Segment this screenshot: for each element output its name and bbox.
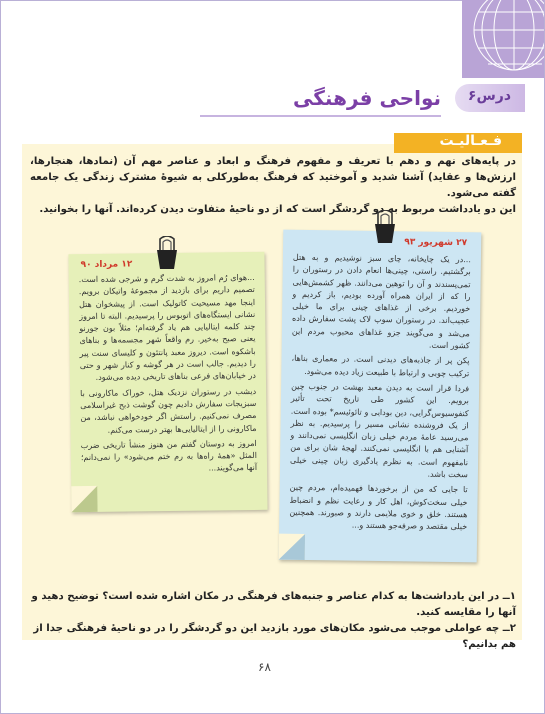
globe-icon [462, 0, 544, 78]
note-fold-corner [71, 486, 97, 512]
note-body [289, 252, 471, 537]
intro-text [30, 154, 516, 218]
activity-label: فـعـالیـت [439, 133, 502, 149]
globe-corner-decoration [462, 0, 544, 78]
title-underline [200, 115, 441, 117]
intro-paragraph: در پایه‌های نهم و دهم با تعریف و مفهوم فرهنگ و ابعاد و عناصر مهم آن (نمادها، هنجارها، ارزش‌ها و عقاید) آشنا شدید و آموختید که فرهنگ به‌طورکلی به شیوهٔ مشترک زندگی یک جامعه گفته می‌شود. [30, 156, 516, 199]
questions [30, 589, 516, 653]
question-1: ۱ــ در این یادداشت‌ها به کدام عناصر و جنبه‌های فرهنگی در مکان اشاره شده است؟ توضیح دهید و آنها را مقایسه کنید. [31, 591, 516, 618]
note-paragraph: دیشب در رستوران نزدیک هتل، خوراک ماکارونی با سبزیجات سفارش دادیم چون گوشت ذبح غیراسلامی مصرف نمی‌کنیم. راستش اگر خودخواهی نباشد، من ماکارونی را از ایتالیایی‌ها بهتر درست می‌کنم. [80, 386, 257, 435]
lesson-header [200, 84, 525, 120]
note-rome [68, 252, 267, 512]
intro-instruction: این دو یادداشت مربوط به دو گردشگر است که از دو ناحیهٔ متفاوت دیدن کرده‌اند. آنها را بخوانید. [39, 204, 516, 215]
note-date: ۱۲ مرداد ۹۰ [80, 259, 133, 271]
note-date: ۲۷ شهریور ۹۳ [404, 237, 468, 249]
note-paragraph: پکن پر از جاذبه‌های دیدنی است. در معماری بناها، ترکیب چوبی و ارتباط با طبیعت زیاد دیده می‌شود. [291, 354, 470, 378]
lesson-title: نواحی فرهنگی [293, 86, 441, 110]
activity-header [394, 133, 522, 153]
question-2: ۲ــ چه عواملی موجب می‌شود مکان‌های مورد بازدید این دو گردشگر را در دو ناحیهٔ فرهنگی جدا از هم بدانیم؟ [33, 623, 516, 650]
binder-clip-icon [155, 236, 179, 270]
note-paragraph: ...هوای رُم امروز به شدت گرم و شرجی شده است. تصمیم داریم برای بازدید از مجموعهٔ واتیکان برویم. اینجا مهد مسیحیت کاتولیک است. از پیشخوان هتل نشانی ایستگاه‌های اتوبوس را پرسیدیم. البته تا امروز چند کلمه ایتالیایی هم یاد گرفته‌ام؛ مثلاً بون جورنو یعنی صبح به‌خیر. رم واقعاً شهر مجسمه‌ها و بناهای باشکوه است. دیروز معبد پانتئون و کلیسای سنت پیر را دیدیم. جالب است در هر گوشه و کنار شهر و حتی در خیابان‌های فرعی بناهای تاریخی دیده می‌شود. [78, 272, 256, 383]
note-paragraph: تا جایی که من از برخوردها فهمیده‌ام، مردم چین خیلی سخت‌کوش، اهل کار و رعایت نظم و انضباط هستند. خلق و خوی ملایمی دارند و صبورند. همچنین خیلی مقتصد و صرفه‌جو هستند و... [289, 483, 468, 532]
note-paragraph: ...در یک چایخانه، چای سبز نوشیدیم و به هتل برگشتیم. راستی، چینی‌ها انعام دادن در رستوران را تمی‌پسندند و آن را توهین می‌دانند. ظهر کشمش‌هایی را که از ایران همراه آورده بودیم، باز کردیم و خوردیم. برخی از غذاهای چینی برای ما خیلی عجیب‌اند. در رستوران سوپ لاک پشت سفارش داده می‌شد و می‌گویند جزو غذاهای محبوب مردم این کشور است. [291, 252, 471, 351]
lesson-tab [455, 84, 525, 112]
note-fold-corner [279, 534, 305, 560]
note-body [79, 272, 258, 480]
note-china [279, 230, 482, 563]
page-number: ۶۸ [258, 660, 271, 674]
note-paragraph: فردا قرار است به دیدن معبد بهشت در جنوب چین برویم. این کشور طی تاریخ تحت تأثیر کنفوسیوس‌گرایی، دین بودایی و تائوئیسم* بوده است. از یک فروشنده نشانی مسیر را پرسیدیم. به نظر می‌رسید عامهٔ مردم خیلی زبان انگلیسی نمی‌دانند و آشنایی هم با انگلیسی نمی‌کنند. لهجهٔ شان برای من نامفهوم است. به‌ نظرم یادگیری زبان چینی خیلی سخت باشد. [290, 381, 470, 480]
lesson-number: درس۶ [467, 88, 511, 104]
binder-clip-icon [373, 210, 397, 244]
note-paragraph: امروز به دوستان گفتم من هنوز منشأ تاریخی ضرب المثل «همهٔ راه‌ها به رم ختم می‌شود» را نمی‌دانم؛ آنها می‌گویند... [80, 438, 258, 473]
